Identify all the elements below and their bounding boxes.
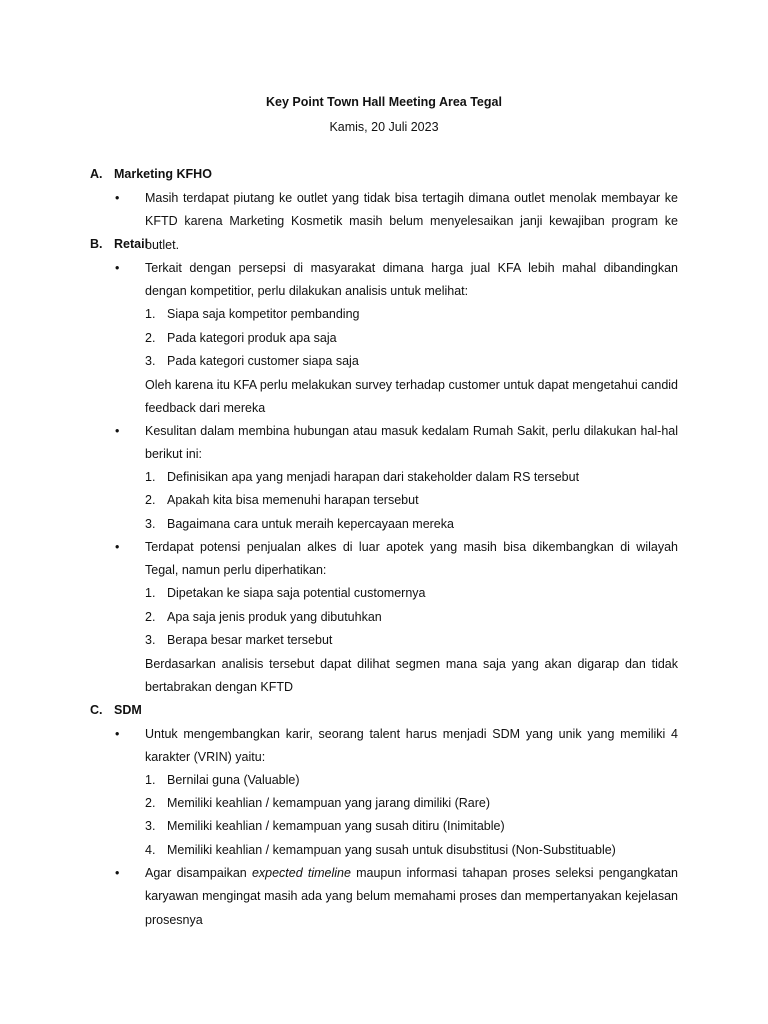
bullet-icon: • [115,540,120,554]
bullet-text: Untuk mengembangkan karir, seorang talent harus menjadi SDM yang unik yang memiliki 4 karakter (VRIN) yaitu: [145,727,678,765]
list-item: 1. Dipetakan ke siapa saja potential customernya [145,586,426,600]
emphasis-text: expected timeline [251,866,351,880]
list-item: 3. Berapa besar market tersebut [145,633,333,647]
bullet-text: Agar disampaikan expected timeline maupun informasi tahapan proses seleksi pengangkatan karyawan mengingat masih ada yang belum memahami proses dan mempertanyakan kejelasan prosesnya [145,866,679,927]
section-letter: C. [90,703,103,717]
list-item: 2. Apa saja jenis produk yang dibutuhkan [145,610,382,624]
section-letter: B. [90,237,103,251]
section-letter: A. [90,167,103,181]
list-item: 1. Bernilai guna (Valuable) [145,773,300,787]
bullet-icon: • [115,191,120,205]
section-heading-c [90,703,142,717]
document-date: Kamis, 20 Juli 2023 [329,120,439,134]
bullet-icon: • [115,261,120,275]
bullet-text: Terdapat potensi penjualan alkes di luar apotek yang masih bisa dikembangkan di wilayah Tegal, namun perlu diperhatikan: [145,540,678,578]
list-item: 2. Pada kategori produk apa saja [145,331,337,345]
bullet-icon: • [115,727,120,741]
list-item: 3. Bagaimana cara untuk meraih kepercayaan mereka [145,517,454,531]
document-title: Key Point Town Hall Meeting Area Tegal [266,95,502,109]
list-item: 2. Memiliki keahlian / kemampuan yang jarang dimiliki (Rare) [145,796,491,810]
section-title: SDM [114,703,142,717]
bullet-text: Kesulitan dalam membina hubungan atau masuk kedalam Rumah Sakit, perlu dilakukan hal-hal berikut ini: [145,424,678,462]
section-title: Marketing KFHO [114,167,212,181]
paragraph-text: Berdasarkan analisis tersebut dapat dilihat segmen mana saja yang akan digarap dan tidak bertabrakan dengan KFTD [145,657,678,695]
bullet-icon: • [115,424,120,438]
list-item: 1. Definisikan apa yang menjadi harapan dari stakeholder dalam RS tersebut [145,470,580,484]
list-item: 1. Siapa saja kompetitor pembanding [145,307,360,321]
paragraph-text: Oleh karena itu KFA perlu melakukan survey terhadap customer untuk dapat mengetahui candid feedback dari mereka [145,378,678,416]
section-heading-b [90,237,148,251]
section-heading-a [90,167,212,181]
list-item: 4. Memiliki keahlian / kemampuan yang susah untuk disubstitusi (Non-Substituable) [145,843,616,857]
bullet-icon: • [115,866,120,880]
list-item: 3. Pada kategori customer siapa saja [145,354,359,368]
bullet-text: Terkait dengan persepsi di masyarakat dimana harga jual KFA lebih mahal dibandingkan dengan kompetitior, perlu dilakukan analisis untuk melihat: [145,261,678,299]
list-item: 2. Apakah kita bisa memenuhi harapan tersebut [145,493,419,507]
list-item: 3. Memiliki keahlian / kemampuan yang susah ditiru (Inimitable) [145,819,505,833]
section-title: Retail [114,237,149,251]
bullet-text: Masih terdapat piutang ke outlet yang tidak bisa tertagih dimana outlet menolak membayar ke KFTD karena Marketing Kosmetik masih belum menyelesaikan janji kewajiban program ke outlet. [145,191,678,252]
